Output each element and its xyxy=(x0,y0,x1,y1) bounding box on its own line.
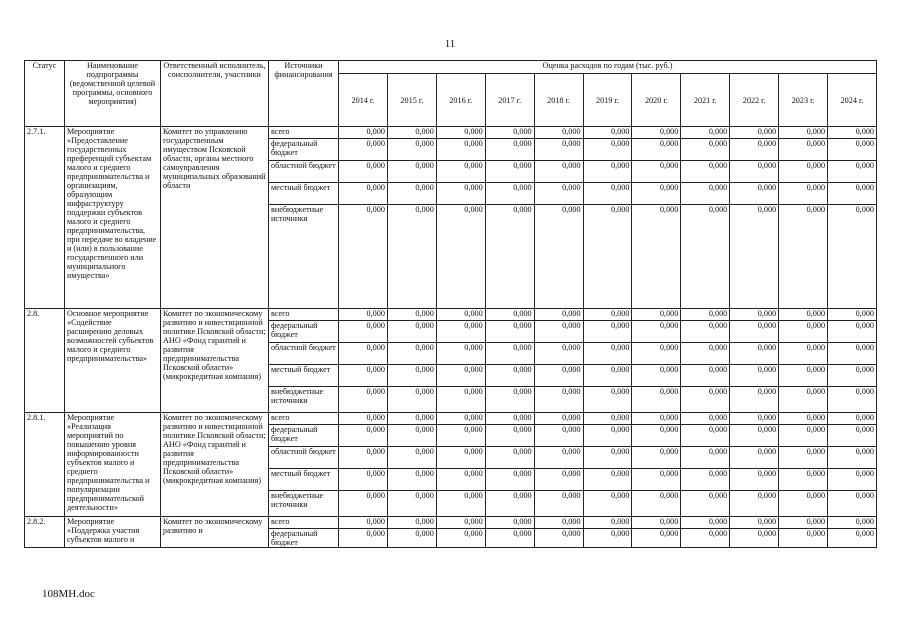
value-cell: 0,000 xyxy=(583,387,632,413)
value-cell: 0,000 xyxy=(583,425,632,447)
value-cell: 0,000 xyxy=(534,321,583,343)
value-cell: 0,000 xyxy=(583,413,632,425)
value-cell: 0,000 xyxy=(632,161,681,183)
source-cell: местный бюджет xyxy=(269,183,339,205)
source-cell: федеральный бюджет xyxy=(269,425,339,447)
value-cell: 0,000 xyxy=(387,447,436,469)
value-cell: 0,000 xyxy=(583,127,632,139)
value-cell: 0,000 xyxy=(779,447,828,469)
value-cell: 0,000 xyxy=(534,529,583,548)
responsible-cell: Комитет по управлению государственным имуществом Псковской области, органы местного самоуправления муниципальных образований области xyxy=(161,127,269,309)
value-cell: 0,000 xyxy=(339,127,388,139)
value-cell: 0,000 xyxy=(779,387,828,413)
source-cell: областной бюджет xyxy=(269,161,339,183)
value-cell: 0,000 xyxy=(730,161,779,183)
value-cell: 0,000 xyxy=(339,517,388,529)
value-cell: 0,000 xyxy=(534,469,583,491)
table-row xyxy=(25,517,877,529)
source-cell: всего xyxy=(269,413,339,425)
value-cell: 0,000 xyxy=(436,127,485,139)
responsible-cell: Комитет по экономическому развитию и инвестиционной политике Псковской области; АНО «Фонд гарантий и развития предпринимательства Псковской области» (микрокредитная компания) xyxy=(161,413,269,517)
value-cell: 0,000 xyxy=(339,387,388,413)
value-cell: 0,000 xyxy=(681,517,730,529)
value-cell: 0,000 xyxy=(436,161,485,183)
value-cell: 0,000 xyxy=(828,447,877,469)
value-cell: 0,000 xyxy=(339,529,388,548)
value-cell: 0,000 xyxy=(779,469,828,491)
value-cell: 0,000 xyxy=(339,161,388,183)
value-cell: 0,000 xyxy=(828,469,877,491)
value-cell: 0,000 xyxy=(436,529,485,548)
value-cell: 0,000 xyxy=(436,139,485,161)
value-cell: 0,000 xyxy=(632,491,681,517)
value-cell: 0,000 xyxy=(387,139,436,161)
value-cell: 0,000 xyxy=(339,425,388,447)
value-cell: 0,000 xyxy=(339,491,388,517)
source-cell: местный бюджет xyxy=(269,365,339,387)
source-cell: федеральный бюджет xyxy=(269,139,339,161)
value-cell: 0,000 xyxy=(485,387,534,413)
source-cell: всего xyxy=(269,309,339,321)
budget-table xyxy=(24,60,877,548)
value-cell: 0,000 xyxy=(632,343,681,365)
value-cell: 0,000 xyxy=(779,517,828,529)
value-cell: 0,000 xyxy=(828,343,877,365)
value-cell: 0,000 xyxy=(828,529,877,548)
value-cell: 0,000 xyxy=(632,183,681,205)
value-cell: 0,000 xyxy=(485,321,534,343)
value-cell: 0,000 xyxy=(779,309,828,321)
header-year: 2021 г. xyxy=(681,74,730,127)
header-year: 2017 г. xyxy=(485,74,534,127)
table-header xyxy=(25,61,877,127)
value-cell: 0,000 xyxy=(583,205,632,309)
value-cell: 0,000 xyxy=(681,321,730,343)
value-cell: 0,000 xyxy=(730,205,779,309)
header-year: 2015 г. xyxy=(387,74,436,127)
value-cell: 0,000 xyxy=(583,309,632,321)
value-cell: 0,000 xyxy=(730,469,779,491)
value-cell: 0,000 xyxy=(436,425,485,447)
value-cell: 0,000 xyxy=(387,517,436,529)
value-cell: 0,000 xyxy=(485,309,534,321)
header-status: Статус xyxy=(25,61,65,127)
value-cell: 0,000 xyxy=(534,205,583,309)
value-cell: 0,000 xyxy=(779,161,828,183)
value-cell: 0,000 xyxy=(779,491,828,517)
source-cell: областной бюджет xyxy=(269,343,339,365)
value-cell: 0,000 xyxy=(828,139,877,161)
value-cell: 0,000 xyxy=(779,365,828,387)
value-cell: 0,000 xyxy=(779,205,828,309)
table-row xyxy=(25,127,877,139)
header-cost-group: Оценка расходов по годам (тыс. руб.) xyxy=(339,61,877,74)
value-cell: 0,000 xyxy=(632,365,681,387)
value-cell: 0,000 xyxy=(730,387,779,413)
table-row xyxy=(25,413,877,425)
value-cell: 0,000 xyxy=(436,343,485,365)
value-cell: 0,000 xyxy=(681,139,730,161)
value-cell: 0,000 xyxy=(485,127,534,139)
value-cell: 0,000 xyxy=(436,205,485,309)
value-cell: 0,000 xyxy=(387,387,436,413)
value-cell: 0,000 xyxy=(436,413,485,425)
source-cell: всего xyxy=(269,517,339,529)
value-cell: 0,000 xyxy=(730,425,779,447)
source-cell: местный бюджет xyxy=(269,469,339,491)
value-cell: 0,000 xyxy=(632,127,681,139)
value-cell: 0,000 xyxy=(779,321,828,343)
value-cell: 0,000 xyxy=(681,529,730,548)
value-cell: 0,000 xyxy=(436,469,485,491)
name-cell: Мероприятие «Предоставление государственных преференций субъектам малого и среднего предпринимательства и организациям, образующим инфраструктуру поддержки субъектов малого и среднего предпринимательства, при передаче во владение и (или) в пользование государственного или муниципального имущества» xyxy=(65,127,161,309)
value-cell: 0,000 xyxy=(681,343,730,365)
value-cell: 0,000 xyxy=(387,127,436,139)
footer-filename: 108МН.doc xyxy=(42,588,95,600)
header-year: 2023 г. xyxy=(779,74,828,127)
value-cell: 0,000 xyxy=(339,447,388,469)
value-cell: 0,000 xyxy=(387,365,436,387)
value-cell: 0,000 xyxy=(485,425,534,447)
value-cell: 0,000 xyxy=(485,183,534,205)
value-cell: 0,000 xyxy=(632,517,681,529)
value-cell: 0,000 xyxy=(534,491,583,517)
value-cell: 0,000 xyxy=(387,491,436,517)
value-cell: 0,000 xyxy=(828,387,877,413)
value-cell: 0,000 xyxy=(730,529,779,548)
value-cell: 0,000 xyxy=(339,469,388,491)
value-cell: 0,000 xyxy=(681,447,730,469)
status-cell: 2.8. xyxy=(25,309,65,413)
value-cell: 0,000 xyxy=(485,517,534,529)
source-cell: внебюджетные источники xyxy=(269,387,339,413)
value-cell: 0,000 xyxy=(681,425,730,447)
value-cell: 0,000 xyxy=(485,139,534,161)
value-cell: 0,000 xyxy=(632,387,681,413)
value-cell: 0,000 xyxy=(681,387,730,413)
value-cell: 0,000 xyxy=(339,413,388,425)
value-cell: 0,000 xyxy=(583,183,632,205)
value-cell: 0,000 xyxy=(339,183,388,205)
value-cell: 0,000 xyxy=(387,469,436,491)
value-cell: 0,000 xyxy=(387,161,436,183)
header-name: Наименование подпрограммы (ведомственной целевой программы, основного мероприятия) xyxy=(65,61,161,127)
header-year: 2020 г. xyxy=(632,74,681,127)
value-cell: 0,000 xyxy=(534,343,583,365)
value-cell: 0,000 xyxy=(583,161,632,183)
name-cell: Мероприятие «Поддержка участия субъектов малого и xyxy=(65,517,161,548)
value-cell: 0,000 xyxy=(632,321,681,343)
source-cell: федеральный бюджет xyxy=(269,321,339,343)
value-cell: 0,000 xyxy=(681,413,730,425)
value-cell: 0,000 xyxy=(779,343,828,365)
value-cell: 0,000 xyxy=(632,413,681,425)
value-cell: 0,000 xyxy=(583,447,632,469)
value-cell: 0,000 xyxy=(681,309,730,321)
value-cell: 0,000 xyxy=(387,413,436,425)
responsible-cell: Комитет по экономическому развитию и xyxy=(161,517,269,548)
value-cell: 0,000 xyxy=(339,205,388,309)
value-cell: 0,000 xyxy=(387,321,436,343)
value-cell: 0,000 xyxy=(387,425,436,447)
value-cell: 0,000 xyxy=(534,517,583,529)
header-year: 2022 г. xyxy=(730,74,779,127)
value-cell: 0,000 xyxy=(485,343,534,365)
value-cell: 0,000 xyxy=(681,491,730,517)
value-cell: 0,000 xyxy=(387,183,436,205)
header-year: 2024 г. xyxy=(828,74,877,127)
value-cell: 0,000 xyxy=(730,139,779,161)
value-cell: 0,000 xyxy=(681,469,730,491)
value-cell: 0,000 xyxy=(436,365,485,387)
responsible-cell: Комитет по экономическому развитию и инвестиционной политике Псковской области; АНО «Фонд гарантий и развития предпринимательства Псковской области» (микрокредитная компания) xyxy=(161,309,269,413)
value-cell: 0,000 xyxy=(632,205,681,309)
value-cell: 0,000 xyxy=(583,139,632,161)
value-cell: 0,000 xyxy=(436,321,485,343)
value-cell: 0,000 xyxy=(681,205,730,309)
value-cell: 0,000 xyxy=(632,139,681,161)
value-cell: 0,000 xyxy=(534,139,583,161)
value-cell: 0,000 xyxy=(779,529,828,548)
value-cell: 0,000 xyxy=(485,491,534,517)
value-cell: 0,000 xyxy=(828,365,877,387)
value-cell: 0,000 xyxy=(534,309,583,321)
value-cell: 0,000 xyxy=(339,309,388,321)
value-cell: 0,000 xyxy=(339,321,388,343)
header-responsible: Ответственный исполнитель, соисполнители, участники xyxy=(161,61,269,127)
value-cell: 0,000 xyxy=(534,425,583,447)
value-cell: 0,000 xyxy=(436,491,485,517)
value-cell: 0,000 xyxy=(436,387,485,413)
source-cell: внебюджетные источники xyxy=(269,205,339,309)
value-cell: 0,000 xyxy=(387,529,436,548)
status-cell: 2.8.1. xyxy=(25,413,65,517)
value-cell: 0,000 xyxy=(828,127,877,139)
value-cell: 0,000 xyxy=(828,205,877,309)
header-year: 2018 г. xyxy=(534,74,583,127)
name-cell: Основное мероприятие «Содействие расширению деловых возможностей субъектов малого и среднего предпринимательства» xyxy=(65,309,161,413)
value-cell: 0,000 xyxy=(779,413,828,425)
value-cell: 0,000 xyxy=(583,365,632,387)
value-cell: 0,000 xyxy=(730,343,779,365)
value-cell: 0,000 xyxy=(583,343,632,365)
source-cell: федеральный бюджет xyxy=(269,529,339,548)
value-cell: 0,000 xyxy=(681,183,730,205)
value-cell: 0,000 xyxy=(828,413,877,425)
value-cell: 0,000 xyxy=(534,387,583,413)
value-cell: 0,000 xyxy=(485,205,534,309)
value-cell: 0,000 xyxy=(436,309,485,321)
value-cell: 0,000 xyxy=(730,127,779,139)
table-body xyxy=(25,127,877,548)
value-cell: 0,000 xyxy=(436,183,485,205)
value-cell: 0,000 xyxy=(436,517,485,529)
page-number: 11 xyxy=(444,38,456,50)
header-sources: Источники финансирования xyxy=(269,61,339,127)
value-cell: 0,000 xyxy=(339,139,388,161)
header-year: 2014 г. xyxy=(339,74,388,127)
value-cell: 0,000 xyxy=(485,413,534,425)
value-cell: 0,000 xyxy=(632,309,681,321)
value-cell: 0,000 xyxy=(730,365,779,387)
value-cell: 0,000 xyxy=(632,469,681,491)
value-cell: 0,000 xyxy=(485,365,534,387)
value-cell: 0,000 xyxy=(632,447,681,469)
value-cell: 0,000 xyxy=(534,161,583,183)
value-cell: 0,000 xyxy=(730,321,779,343)
value-cell: 0,000 xyxy=(779,425,828,447)
value-cell: 0,000 xyxy=(436,447,485,469)
value-cell: 0,000 xyxy=(681,365,730,387)
value-cell: 0,000 xyxy=(779,183,828,205)
value-cell: 0,000 xyxy=(485,529,534,548)
value-cell: 0,000 xyxy=(339,343,388,365)
header-year: 2019 г. xyxy=(583,74,632,127)
value-cell: 0,000 xyxy=(730,183,779,205)
value-cell: 0,000 xyxy=(534,127,583,139)
value-cell: 0,000 xyxy=(632,425,681,447)
name-cell: Мероприятие «Реализация мероприятий по повышению уровня информированности субъектов малого и среднего предпринимательства и популяризации предпринимательской деятельности» xyxy=(65,413,161,517)
value-cell: 0,000 xyxy=(828,517,877,529)
value-cell: 0,000 xyxy=(828,425,877,447)
value-cell: 0,000 xyxy=(583,517,632,529)
value-cell: 0,000 xyxy=(681,127,730,139)
table-row xyxy=(25,309,877,321)
value-cell: 0,000 xyxy=(534,413,583,425)
value-cell: 0,000 xyxy=(828,309,877,321)
value-cell: 0,000 xyxy=(730,413,779,425)
value-cell: 0,000 xyxy=(632,529,681,548)
source-cell: внебюджетные источники xyxy=(269,491,339,517)
status-cell: 2.7.1. xyxy=(25,127,65,309)
value-cell: 0,000 xyxy=(681,161,730,183)
value-cell: 0,000 xyxy=(485,469,534,491)
value-cell: 0,000 xyxy=(828,183,877,205)
value-cell: 0,000 xyxy=(534,183,583,205)
value-cell: 0,000 xyxy=(339,365,388,387)
value-cell: 0,000 xyxy=(730,517,779,529)
value-cell: 0,000 xyxy=(583,491,632,517)
value-cell: 0,000 xyxy=(485,161,534,183)
value-cell: 0,000 xyxy=(485,447,534,469)
value-cell: 0,000 xyxy=(534,365,583,387)
value-cell: 0,000 xyxy=(583,529,632,548)
value-cell: 0,000 xyxy=(583,321,632,343)
value-cell: 0,000 xyxy=(779,139,828,161)
value-cell: 0,000 xyxy=(828,161,877,183)
value-cell: 0,000 xyxy=(730,447,779,469)
value-cell: 0,000 xyxy=(730,491,779,517)
value-cell: 0,000 xyxy=(730,309,779,321)
value-cell: 0,000 xyxy=(828,491,877,517)
value-cell: 0,000 xyxy=(387,343,436,365)
source-cell: областной бюджет xyxy=(269,447,339,469)
header-year: 2016 г. xyxy=(436,74,485,127)
source-cell: всего xyxy=(269,127,339,139)
value-cell: 0,000 xyxy=(779,127,828,139)
value-cell: 0,000 xyxy=(387,309,436,321)
value-cell: 0,000 xyxy=(387,205,436,309)
value-cell: 0,000 xyxy=(828,321,877,343)
value-cell: 0,000 xyxy=(534,447,583,469)
value-cell: 0,000 xyxy=(583,469,632,491)
status-cell: 2.8.2. xyxy=(25,517,65,548)
